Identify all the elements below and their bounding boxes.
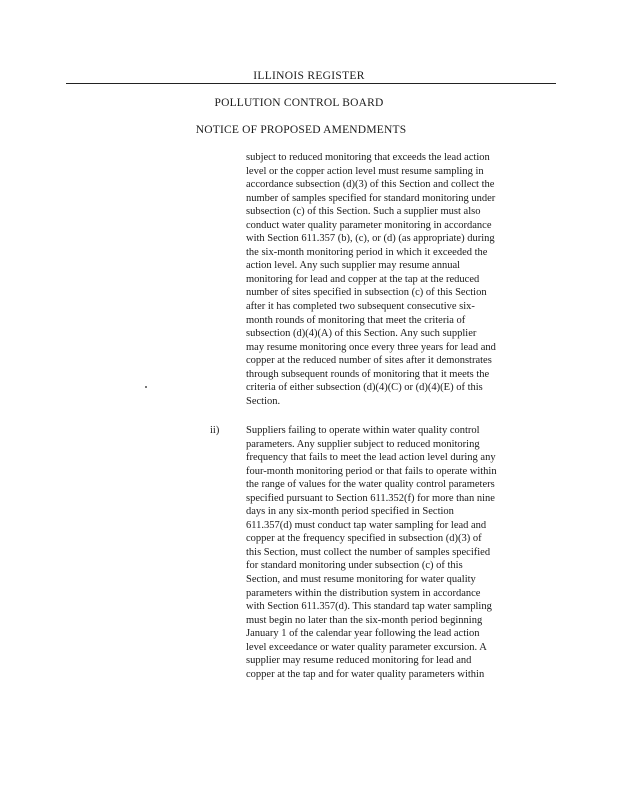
text-line: Suppliers failing to operate within water quality control	[246, 425, 480, 436]
text-line: action level. Any such supplier may resume annual	[246, 260, 461, 272]
text-line: Section.	[246, 395, 281, 407]
text-line: monitoring for lead and copper at the tap at the reduced	[246, 273, 480, 285]
text-line: subject to reduced monitoring that exceeds the lead action	[246, 152, 490, 163]
text-line: with Section 611.357 (b), (c), or (d) (as appropriate) during	[246, 233, 495, 245]
text-line: level exceedance or water quality parameter excursion. A	[246, 641, 487, 653]
register-title: ILLINOIS REGISTER	[253, 70, 365, 82]
text-line: parameters within the distribution system in accordance	[246, 587, 481, 599]
text-line: must begin no later than the six-month period beginning	[246, 614, 483, 626]
text-line: for standard monitoring under subsection (c) of this	[246, 560, 463, 572]
text-line: days in any six-month period specified in Section	[246, 506, 454, 518]
text-line: copper at the reduced number of sites after it demonstrates	[246, 355, 492, 367]
margin-mark	[145, 386, 147, 388]
text-line: January 1 of the calendar year following the lead action	[246, 628, 480, 640]
text-line: conduct water quality parameter monitoring in accordance	[246, 219, 492, 231]
text-line: criteria of either subsection (d)(4)(C) or (d)(4)(E) of this	[246, 382, 483, 394]
text-line: number of sites specified in subsection (c) of this Section	[246, 287, 487, 299]
text-line: after it has completed two subsequent consecutive six-	[246, 301, 475, 313]
text-line: subsection (d)(4)(A) of this Section. Any such supplier	[246, 328, 477, 340]
board-name: POLLUTION CONTROL BOARD	[214, 97, 384, 109]
text-line: the range of values for the water quality control parameters	[246, 479, 495, 491]
text-line: level or the copper action level must resume sampling in	[246, 165, 484, 177]
text-line: may resume monitoring once every three years for lead and	[246, 341, 496, 353]
text-line: supplier may resume reduced monitoring for lead and	[246, 655, 472, 667]
continued-paragraph	[246, 151, 526, 408]
item-ii-paragraph	[246, 424, 526, 681]
text-line: 611.357(d) must conduct tap water sampling for lead and	[246, 519, 487, 531]
text-line: this Section, must collect the number of samples specified	[246, 546, 491, 558]
text-line: Section, and must resume monitoring for water quality	[246, 574, 476, 586]
text-line: copper at the tap and for water quality parameters within	[246, 668, 485, 680]
header-rule	[66, 83, 556, 84]
text-line: copper at the frequency specified in subsection (d)(3) of	[246, 533, 482, 545]
text-line: four-month monitoring period or that fails to operate within	[246, 465, 497, 477]
text-line: number of samples specified for standard monitoring under	[246, 192, 496, 204]
text-line: subsection (c) of this Section. Such a supplier must also	[246, 206, 481, 218]
notice-heading: NOTICE OF PROPOSED AMENDMENTS	[195, 124, 407, 136]
text-line: accordance subsection (d)(3) of this Section and collect the	[246, 179, 495, 191]
text-line: frequency that fails to meet the lead action level during any	[246, 452, 496, 464]
item-ii-label: ii)	[210, 425, 220, 436]
text-line: month rounds of monitoring that meet the criteria of	[246, 314, 466, 326]
text-line: parameters. Any supplier subject to reduced monitoring	[246, 438, 480, 450]
text-line: through subsequent rounds of monitoring that it meets the	[246, 368, 490, 380]
text-line: with Section 611.357(d). This standard tap water sampling	[246, 601, 492, 613]
text-line: the six-month monitoring period in which it exceeded the	[246, 246, 488, 258]
text-line: specified pursuant to Section 611.352(f) for more than nine	[246, 492, 495, 504]
